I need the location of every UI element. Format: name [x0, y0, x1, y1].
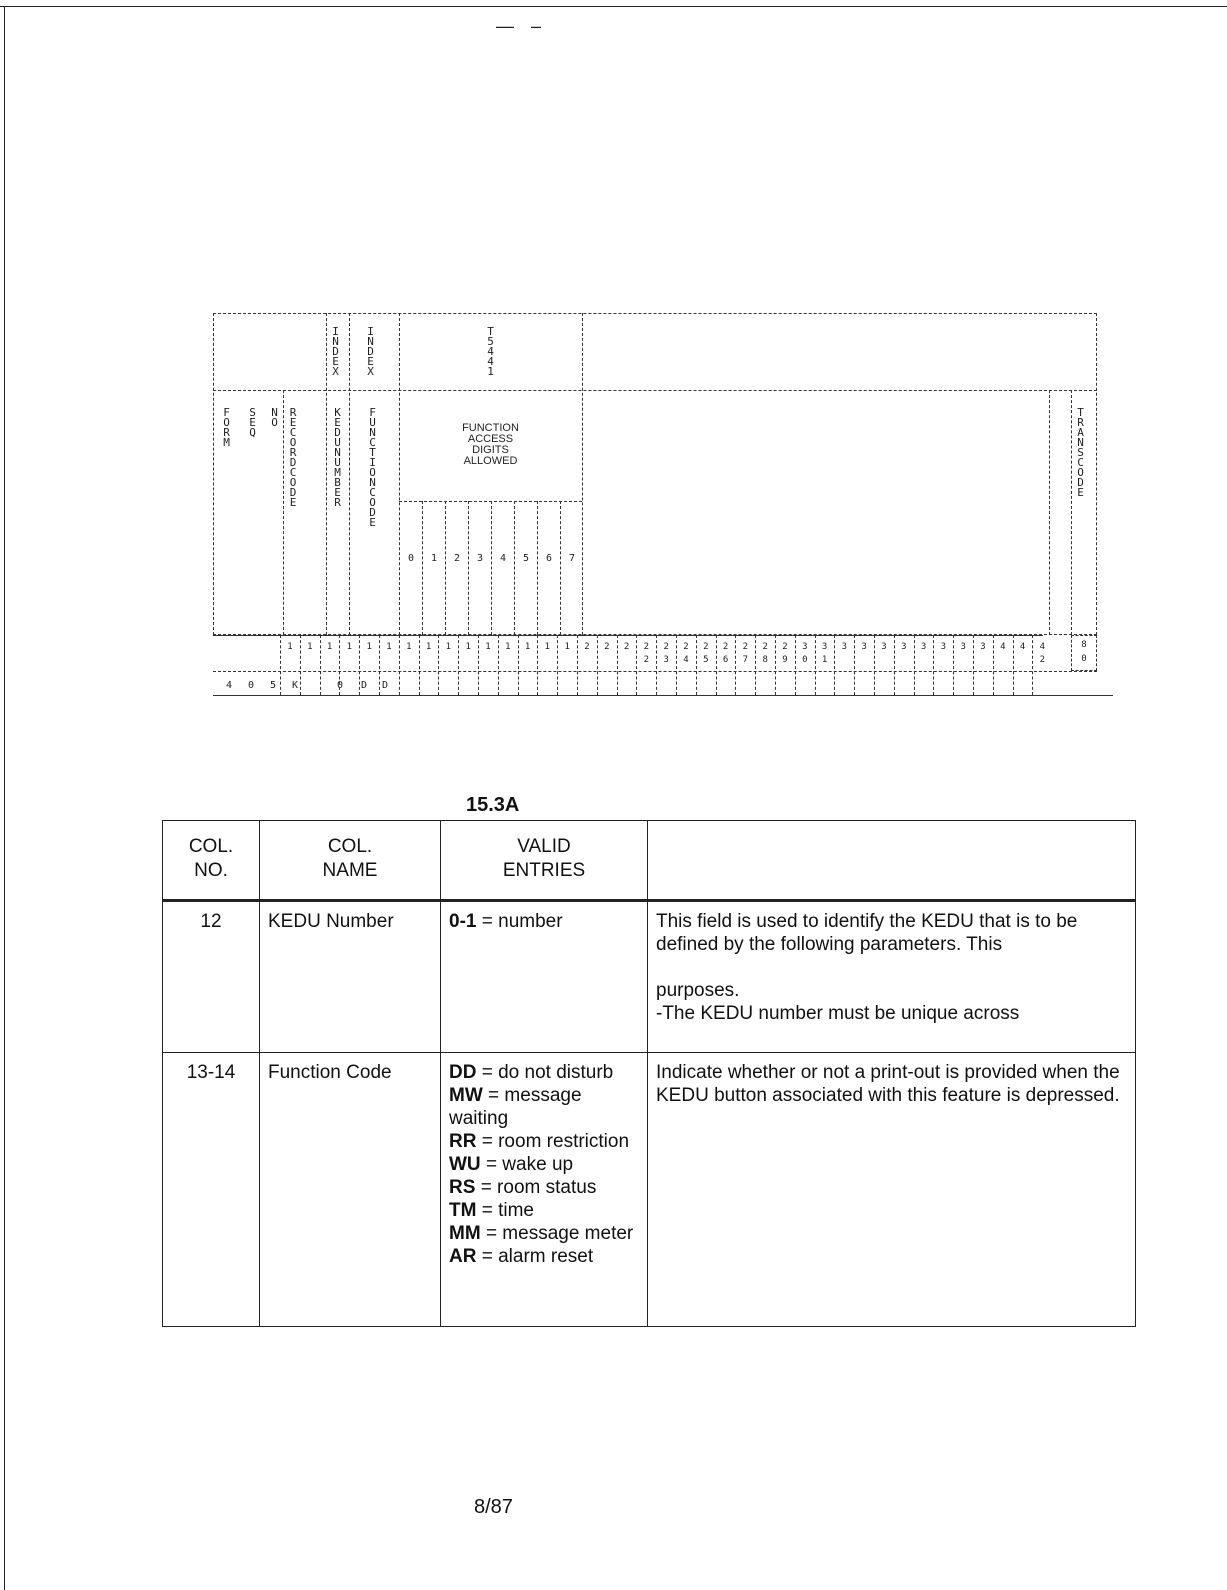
entry-item — [449, 1084, 639, 1130]
fad-digit: 4 — [500, 553, 507, 564]
field-seq-label: SEQ — [249, 406, 256, 439]
description-line: This field is used to identify the KEDU that is to be defined by the following parameters. This — [656, 911, 1078, 955]
ruler-digit-top: 2 — [782, 642, 788, 652]
fad-divider — [514, 501, 515, 635]
ruler-digit-top: 3 — [802, 642, 808, 652]
entry-code: DD — [449, 1062, 477, 1083]
divider-fad-left — [399, 313, 400, 635]
entry-code: MW — [449, 1085, 483, 1106]
ruler-digit-top: 1 — [366, 642, 372, 652]
ruler-digit-top: 3 — [841, 642, 848, 652]
entry-meaning: = time — [481, 1200, 534, 1221]
ruler-digit-top: 1 — [346, 642, 353, 652]
entry-item — [449, 1245, 639, 1268]
ruler-bottom-line — [213, 695, 1113, 696]
ruler-digit-bottom: 8 — [762, 655, 768, 665]
page-left-rule — [4, 6, 5, 1590]
entry-item — [449, 1153, 639, 1176]
ruler-digit-top: 3 — [920, 642, 927, 652]
description-line: Indicate whether or not a print-out is provided when the KEDU button associated with this feature is depressed. — [656, 1062, 1120, 1106]
ruler-digit-top: 1 — [544, 642, 551, 652]
ruler-tick — [399, 635, 400, 695]
ruler-digit-top: 2 — [762, 642, 768, 652]
trans-code-ruler-top: 8 — [1081, 640, 1087, 650]
fad-divider — [560, 501, 561, 635]
fad-digit: 6 — [546, 553, 553, 564]
ruler-tick — [973, 635, 974, 695]
ruler-tick — [894, 635, 895, 695]
field-function-code-label: FUNCTION CODE — [369, 406, 376, 529]
ruler-digit-top: 3 — [901, 642, 907, 652]
ruler-digit-bottom: 1 — [821, 655, 828, 665]
cell-valid-entries — [441, 901, 648, 1053]
ruler-digit-top: 2 — [663, 642, 669, 652]
divider-blank — [1049, 390, 1050, 635]
ruler-tick — [537, 635, 538, 695]
field-no-label: NO — [271, 406, 278, 429]
fad-divider — [445, 501, 446, 635]
form-header-divider — [213, 390, 1097, 391]
ruler-digit-bottom: 5 — [703, 655, 709, 665]
figure-title: 15.3A — [466, 794, 520, 816]
cell-col-no: 13-14 — [163, 1053, 260, 1327]
prefilled-value: 0 — [336, 680, 344, 691]
fad-divider — [537, 501, 538, 635]
ruler-tick — [914, 635, 915, 695]
ruler-top-line — [213, 635, 1043, 636]
ruler-tick — [636, 635, 637, 695]
ruler-digit-top: 2 — [643, 642, 650, 652]
header-col-name — [260, 821, 441, 901]
ruler-tick — [716, 635, 717, 695]
prefilled-value: 0 — [247, 680, 255, 691]
ruler-digit-top: 3 — [960, 642, 966, 652]
entry-item — [449, 1061, 639, 1084]
fad-digit: 7 — [569, 553, 576, 564]
cell-description — [648, 901, 1136, 1053]
ruler-tick — [933, 635, 934, 695]
description-line: purposes. — [656, 980, 740, 1001]
ruler-digit-top: 1 — [445, 642, 452, 652]
divider-fad-right — [582, 313, 583, 635]
fad-title-line-4: ALLOWED — [463, 455, 518, 467]
ruler-tick — [755, 635, 756, 695]
entry-code: RR — [449, 1131, 477, 1152]
ruler-digit-top: 3 — [980, 642, 986, 652]
ruler-digit-top: 2 — [722, 642, 729, 652]
fad-digit: 1 — [431, 553, 438, 564]
field-kedu-number-label: KEDU NUMBER — [334, 406, 341, 509]
ruler-digit-bottom: 4 — [683, 655, 689, 665]
ruler-tick — [735, 635, 736, 695]
entry-code: MM — [449, 1223, 481, 1244]
entry-meaning: = alarm reset — [481, 1246, 594, 1267]
fad-divider — [422, 501, 423, 635]
entry-meaning: = room restriction — [481, 1131, 630, 1152]
divider-index-2 — [349, 313, 350, 635]
ruler-digit-top: 1 — [326, 642, 333, 652]
entry-meaning: = message waiting — [449, 1085, 582, 1129]
ruler-digit-top: 1 — [287, 642, 293, 652]
entry-meaning: = number — [481, 911, 563, 932]
cell-col-name: Function Code — [260, 1053, 441, 1327]
ruler-digit-top: 2 — [703, 642, 709, 652]
table-row — [163, 1053, 1136, 1327]
ruler-digit-bottom: 0 — [802, 655, 808, 665]
trans-code-ruler-bottom: 0 — [1081, 654, 1087, 664]
divider-index-1 — [326, 313, 327, 635]
ruler-tick — [775, 635, 776, 695]
ruler-digit-top: 1 — [564, 642, 570, 652]
entry-meaning: = wake up — [485, 1154, 574, 1175]
header-col-name-text: COL. NAME — [322, 836, 378, 881]
ruler-tick — [696, 635, 697, 695]
description-line: -The KEDU number must be unique across — [656, 1003, 1020, 1024]
ruler-digit-bottom: 2 — [643, 655, 650, 665]
header-form-id: T5441 — [487, 325, 494, 378]
ruler-tick — [438, 635, 439, 695]
ruler-digit-top: 4 — [1039, 642, 1046, 652]
header-description — [648, 821, 1136, 901]
ruler-tick — [953, 635, 954, 695]
ruler-tick — [320, 635, 321, 695]
ruler-digit-top: 1 — [406, 642, 412, 652]
ruler-digit-top: 1 — [386, 642, 392, 652]
ruler-tick — [815, 635, 816, 695]
fad-digit: 0 — [408, 553, 415, 564]
header-valid-entries — [441, 821, 648, 901]
prefilled-value: 5 — [269, 680, 277, 691]
ruler-digit-top: 4 — [1000, 642, 1006, 652]
entry-item — [449, 1130, 639, 1153]
fad-digit: 2 — [454, 553, 461, 564]
ruler-tick — [498, 635, 499, 695]
ruler-digit-bottom: 3 — [663, 655, 669, 665]
ruler-tick — [854, 635, 855, 695]
table-row — [163, 901, 1136, 1053]
ruler-digit-bottom: 6 — [722, 655, 729, 665]
fad-title-line-1: FUNCTION — [462, 422, 519, 434]
cell-valid-entries — [441, 1053, 648, 1327]
ruler-tick — [676, 635, 677, 695]
entry-code: TM — [449, 1200, 477, 1221]
ruler-digit-top: 3 — [821, 642, 828, 652]
ruler-digit-top: 2 — [604, 642, 610, 652]
entry-code: WU — [449, 1154, 481, 1175]
fad-divider — [468, 501, 469, 635]
ruler-digit-top: 2 — [683, 642, 689, 652]
field-trans-code-label: TRANS CODE — [1077, 406, 1084, 499]
header-col-no — [163, 821, 260, 901]
divider-trans-code — [1071, 390, 1072, 635]
ruler-tick — [795, 635, 796, 695]
entry-item — [449, 1199, 639, 1222]
cell-col-name: KEDU Number — [260, 901, 441, 1053]
ruler-digit-bottom: 2 — [1039, 655, 1046, 665]
ruler-digit-bottom: 7 — [742, 655, 749, 665]
cell-description — [648, 1053, 1136, 1327]
ruler-digit-top: 3 — [861, 642, 867, 652]
fad-digit: 3 — [477, 553, 484, 564]
fad-digit: 5 — [523, 553, 530, 564]
ruler-digit-top: 1 — [425, 642, 432, 652]
ruler-digit-top: 2 — [584, 642, 590, 652]
ruler-tick — [478, 635, 479, 695]
prefilled-value: 4 — [225, 680, 233, 691]
ruler-digit-top: 2 — [623, 642, 630, 652]
field-definition-table — [162, 820, 1136, 1327]
entry-item — [449, 1222, 639, 1245]
page-top-rule — [0, 6, 1227, 7]
ruler-digit-top: 3 — [940, 642, 947, 652]
ruler-tick — [1032, 635, 1033, 695]
prefilled-value: D — [381, 680, 389, 691]
ruler-tick — [280, 635, 281, 695]
entry-meaning: = message meter — [485, 1223, 634, 1244]
fad-title-line-2: ACCESS — [467, 433, 514, 445]
field-form-label: FORM — [223, 406, 230, 449]
entry-code: AR — [449, 1246, 477, 1267]
entry-meaning: = room status — [480, 1177, 597, 1198]
ruler-tick — [557, 635, 558, 695]
page-footer-date: 8/87 — [474, 1496, 513, 1518]
prefilled-value: K — [291, 680, 299, 691]
ruler-tick — [458, 635, 459, 695]
ruler-middle-line — [213, 671, 1097, 672]
ruler-tick — [834, 635, 835, 695]
ruler-digit-top: 1 — [505, 642, 511, 652]
ruler-tick — [617, 635, 618, 695]
fad-title-line-3: DIGITS — [472, 444, 509, 456]
entry-code: RS — [449, 1177, 476, 1198]
ruler-digit-top: 2 — [742, 642, 749, 652]
ruler-digit-bottom: 9 — [782, 655, 788, 665]
header-index-1-label: INDEX — [332, 325, 339, 378]
prefilled-value: D — [360, 680, 368, 691]
ruler-tick — [419, 635, 420, 695]
ruler-digit-top: 1 — [485, 642, 491, 652]
coding-form-diagram — [213, 313, 1113, 713]
ruler-tick — [597, 635, 598, 695]
ruler-tick — [993, 635, 994, 695]
ruler-tick — [577, 635, 578, 695]
ruler-tick — [518, 635, 519, 695]
ruler-tick — [1013, 635, 1014, 695]
table-header-row — [163, 821, 1136, 901]
header-col-no-text: COL. NO. — [188, 836, 234, 881]
header-valid-entries-text: VALID ENTRIES — [502, 836, 586, 881]
ruler-tick — [874, 635, 875, 695]
ruler-digit-top: 4 — [1019, 642, 1026, 652]
cell-col-no: 12 — [163, 901, 260, 1053]
header-index-2-label: INDEX — [367, 325, 374, 378]
form-outer-box — [213, 313, 1097, 635]
entry-meaning: = do not disturb — [481, 1062, 614, 1083]
ruler-digit-top: 1 — [307, 642, 313, 652]
description-line — [656, 956, 1127, 979]
fad-divider — [491, 501, 492, 635]
entry-item — [449, 910, 639, 933]
ruler-tick — [656, 635, 657, 695]
field-record-code-label: RECORD CODE — [289, 406, 297, 509]
divider-record-code — [283, 390, 284, 635]
page-top-mark: — – — [496, 16, 548, 36]
ruler-digit-top: 1 — [465, 642, 471, 652]
fad-title — [403, 423, 578, 467]
ruler-digit-top: 3 — [881, 642, 887, 652]
entry-item — [449, 1176, 639, 1199]
page-corner-mark — [4, 6, 14, 7]
ruler-digit-top: 1 — [524, 642, 531, 652]
entry-code: 0-1 — [449, 911, 477, 932]
